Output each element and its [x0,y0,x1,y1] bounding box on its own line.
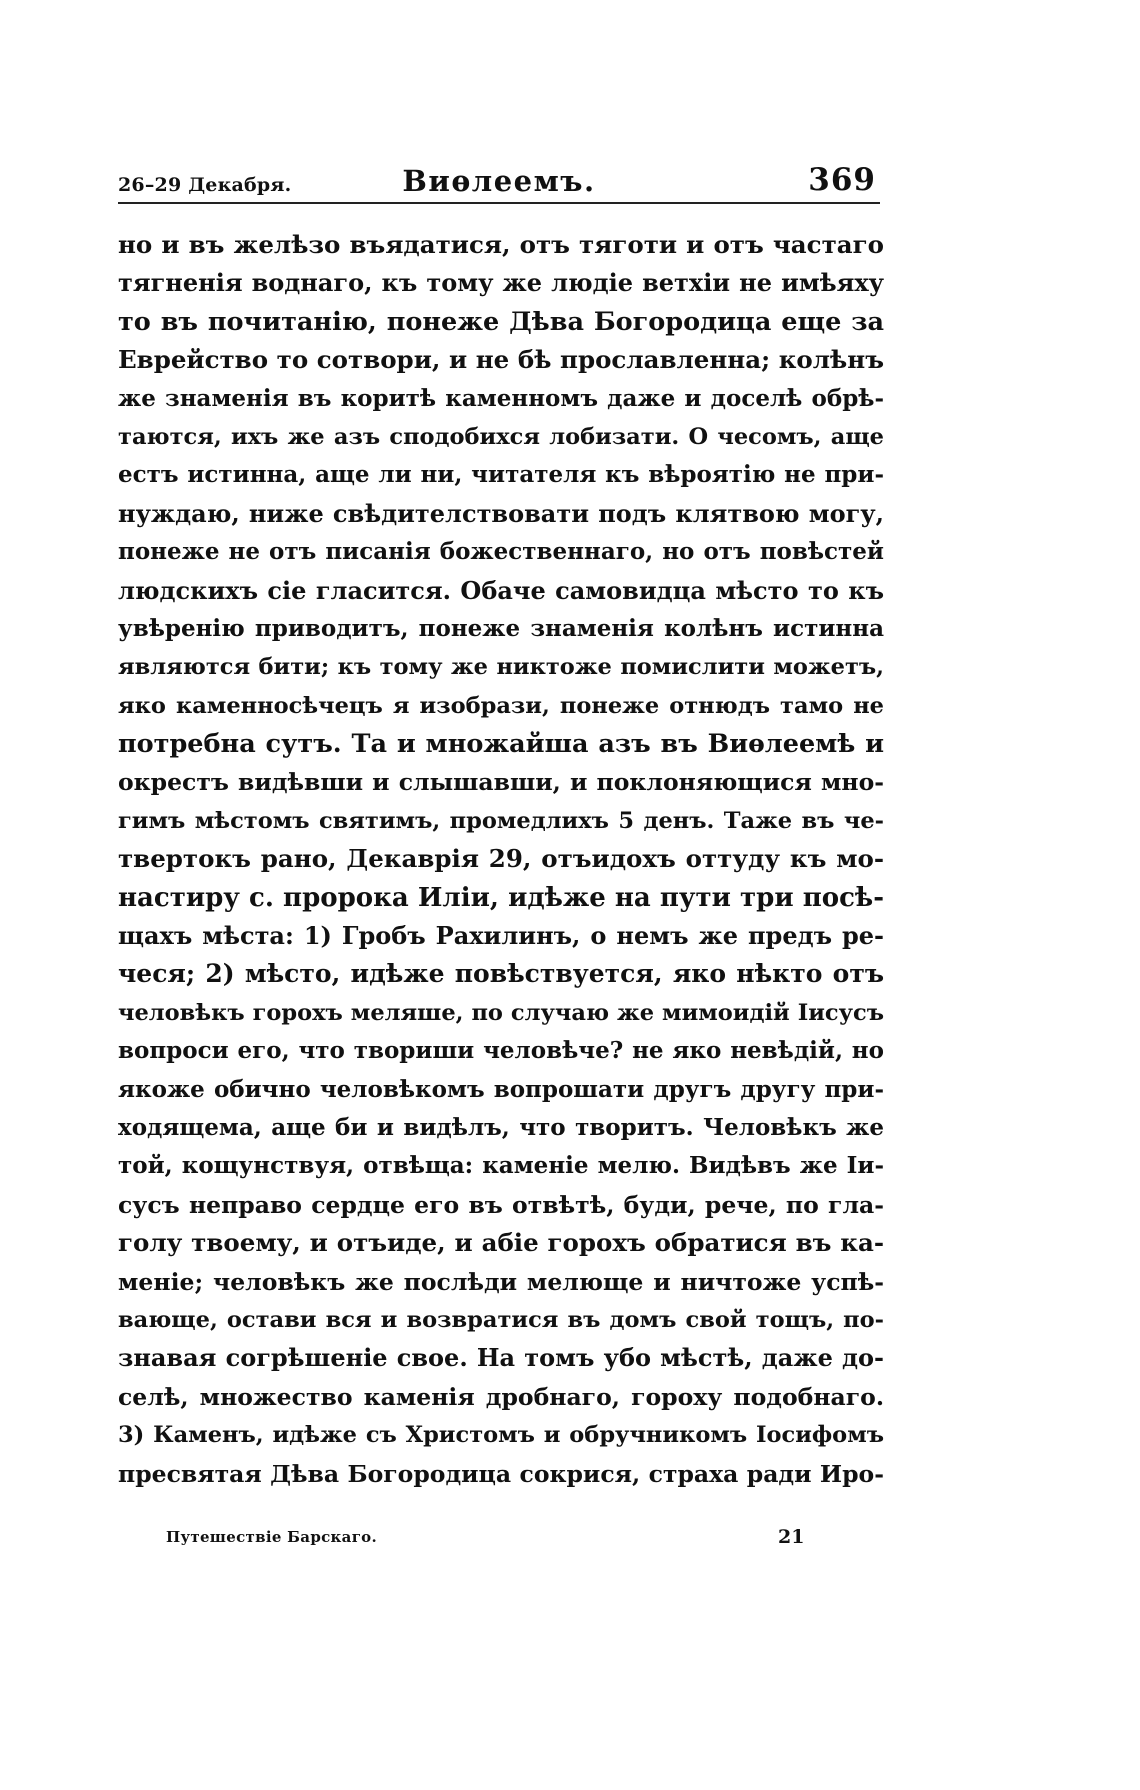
text-line: тягненія воднаго, къ тому же людіе ветхіи не имѣяху [118,268,884,298]
text-line: сусъ неправо сердце его въ отвѣтѣ, буди, рече, по гла- [118,1190,884,1219]
text-line: настиру с. пророка Иліи, идѣже на пути три посѣ- [118,882,884,913]
text-line: то въ почитанію, понеже Дѣва Богородица еще за [118,306,884,337]
text-line: же знаменія въ коритѣ каменномъ даже и доселѣ обрѣ- [118,384,884,412]
header-title: Виѳлеемъ. [402,164,596,198]
text-line: человѣкъ горохъ меляше, по случаю же мимоидій Іисусъ [118,999,884,1026]
text-line: чеся; 2) мѣсто, идѣже повѣствуется, яко нѣкто отъ [118,959,884,989]
text-line: понеже не отъ писанія божественнаго, но отъ повѣстей [118,538,884,566]
page-footer [118,1528,884,1554]
text-line: селѣ, множество каменія дробнаго, гороху подобнаго. [118,1382,884,1411]
footer-signature-mark: 21 [778,1526,805,1548]
text-line: щахъ мѣста: 1) Гробъ Рахилинъ, о немъ же предъ ре- [118,921,884,951]
text-line: таются, ихъ же азъ сподобихся лобизати. О чесомъ, аще [118,423,884,450]
text-line: той, кощунствуя, отвѣща: каменіе мелю. Видѣвъ же Іи- [118,1152,884,1180]
text-line: вающе, остави вся и возвратися въ домъ свой тощъ, по- [118,1306,884,1333]
text-line: ходящема, аще би и видѣлъ, что творитъ. Человѣкъ же [118,1113,884,1141]
text-line: якоже обично человѣкомъ вопрошати другъ другу при- [118,1075,884,1103]
text-line: Еврейство то сотвори, и не бѣ прославленна; колѣнъ [118,345,884,375]
text-line: меніе; человѣкъ же послѣди мелюще и ничтоже успѣ- [118,1267,884,1296]
text-line: нуждаю, ниже свѣдителствовати подъ клятвою могу, [118,498,884,528]
text-line: естъ истинна, аще ли ни, читателя къ вѣроятію не при- [118,461,884,489]
text-line: знавая согрѣшеніе свое. На томъ убо мѣстѣ, даже до- [118,1343,884,1373]
text-line: голу твоему, и отъиде, и абіе горохъ обратися въ ка- [118,1228,884,1258]
text-line: являются бити; къ тому же никтоже помислити можетъ, [118,654,884,681]
running-header [118,160,880,204]
text-line: но и въ желѣзо въядатися, отъ тяготи и отъ частаго [118,230,884,259]
text-line: увѣренію приводитъ, понеже знаменія колѣнъ истинна [118,614,884,642]
text-line: вопроси его, что твориши человѣче? не яко невѣдій, но [118,1037,884,1065]
text-line: яко каменносѣчецъ я изобрази, понеже отнюдъ тамо не [118,692,884,719]
text-line: 3) Каменъ, идѣже съ Христомъ и обручникомъ Іосифомъ [118,1422,884,1449]
text-line: пресвятая Дѣва Богородица сокрися, страха ради Иро- [118,1459,884,1488]
text-line: потребна сутъ. Та и множайша азъ въ Виѳлеемѣ и [118,729,884,760]
text-line: людскихъ сіе гласится. Обаче самовидца мѣсто то къ [118,575,884,605]
text-line: окрестъ видѣвши и слышавши, и поклоняющися мно- [118,768,884,797]
header-date-range: 26–29 Декабря. [118,174,292,196]
body-text [118,226,884,1493]
text-line: твертокъ рано, Декаврія 29, отъидохъ оттуду къ мо- [118,844,884,874]
page-number: 369 [808,162,876,198]
footer-source-title: Путешествіе Барскаго. [166,1528,378,1546]
text-line: гимъ мѣстомъ святимъ, промедлихъ 5 денъ. Таже въ че- [118,807,884,834]
